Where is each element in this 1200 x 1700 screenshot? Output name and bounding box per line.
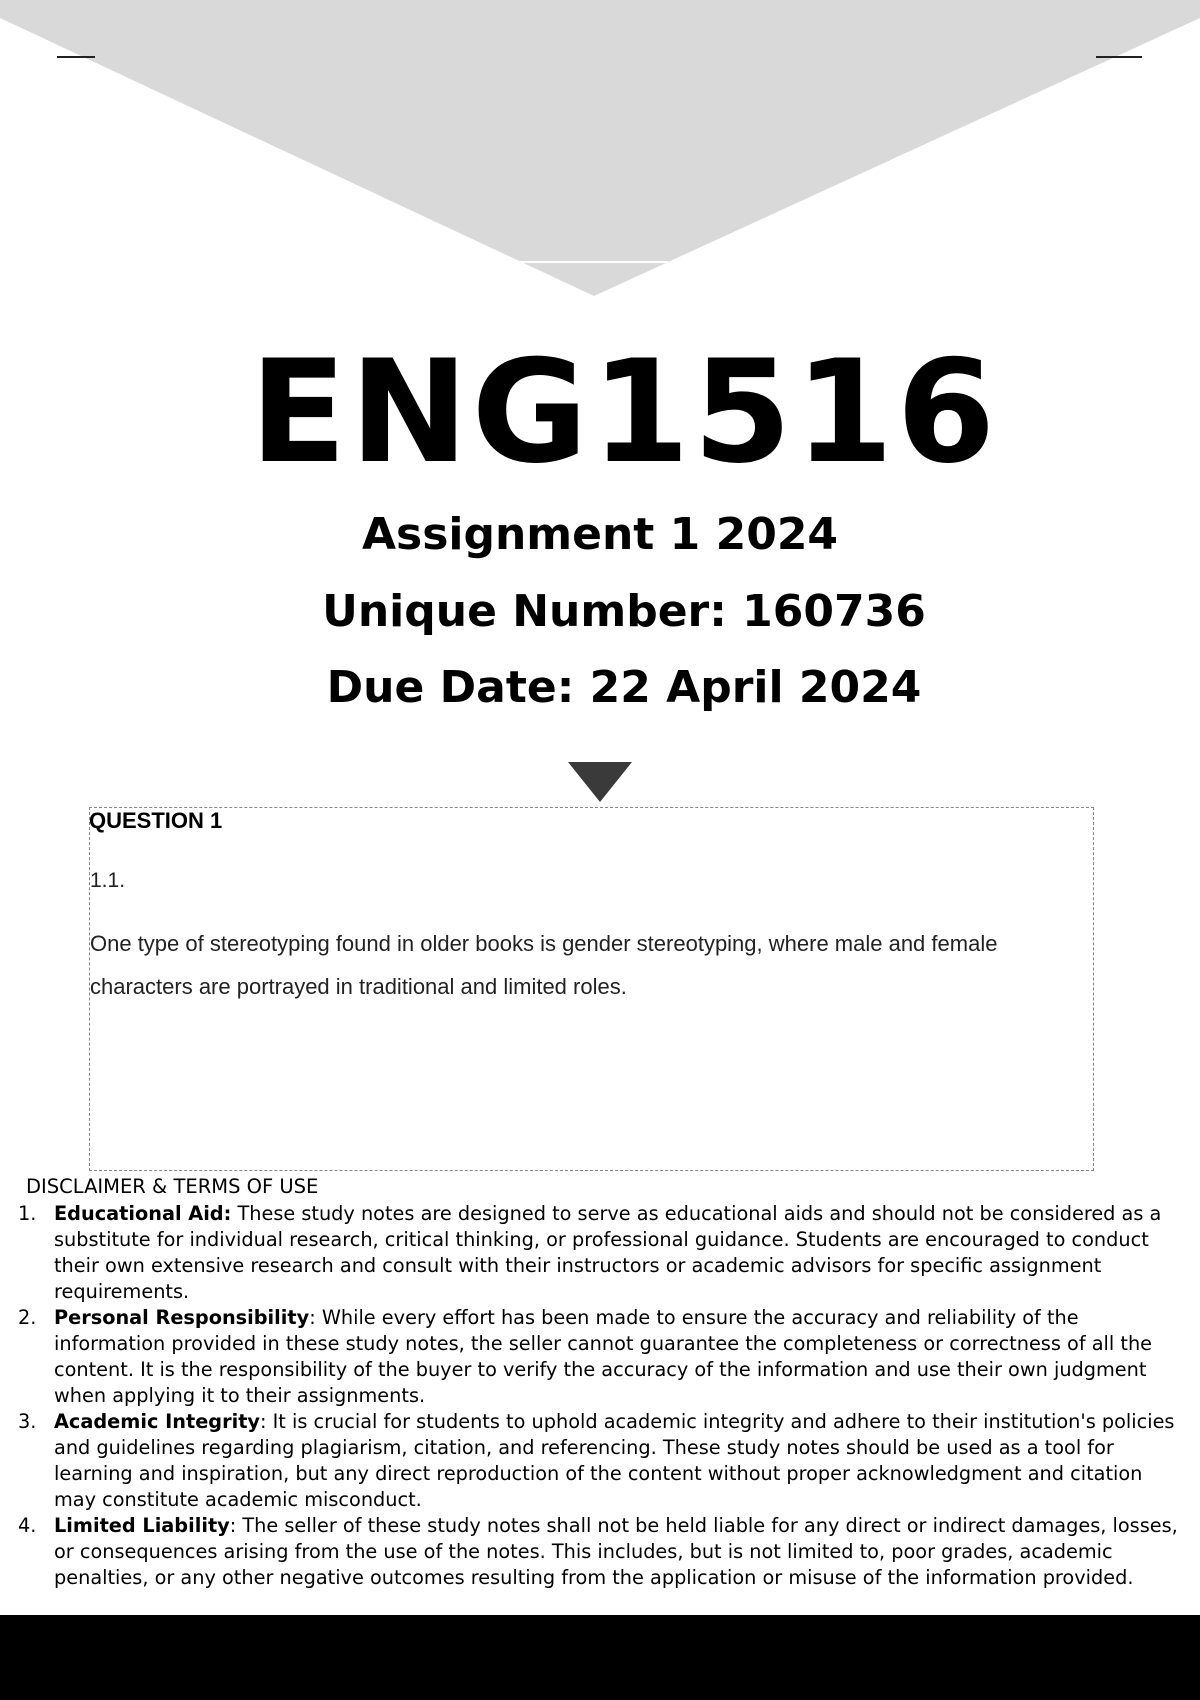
assignment-subtitle: Assignment 1 2024 [361,509,839,560]
question-heading: QUESTION 1 [89,808,223,833]
header-rule-left [57,56,95,58]
question-number: 1.1. [90,869,126,892]
disclaimer-item-text: : The seller of these study notes shall not be held liable for any direct or indirect damages, losses, or consequences arising from the use of the notes. This includes, but is not limited to, poor grades, academic penalties, or any other negative outcomes resulting from the application or misuse of the information provided. [54,1514,1178,1589]
disclaimer-item-number: 4. [18,1514,37,1537]
disclaimer-item-limited-liability [0,1513,1200,1591]
course-code-title: ENG1516 [249,330,999,495]
disclaimer-item-educational-aid [0,1201,1200,1305]
disclaimer-list [0,1201,1200,1591]
disclaimer-item-number: 2. [18,1306,37,1329]
disclaimer-item-text: These study notes are designed to serve as educational aids and should not be considered as a substitute for individual research, critical thinking, or professional guidance. Students are encouraged to conduct their own extensive research and consult with their instructors or academic advisors for specific assignment requirements. [54,1202,1162,1303]
question-answer-text: One type of stereotyping found in older books is gender stereotyping, where male and female characters are portrayed in traditional and limited roles. [90,931,998,999]
header-rule-right [1096,56,1142,58]
disclaimer-item-text: : It is crucial for students to uphold academic integrity and adhere to their institution's policies and guidelines regarding plagiarism, citation, and referencing. These study notes should be used as a tool for learning and inspiration, but any direct reproduction of the content without proper acknowledgment and citation may constitute academic misconduct. [54,1410,1175,1511]
cover-chevron-shape [0,0,1200,300]
disclaimer-item-text: : While every effort has been made to ensure the accuracy and reliability of the information provided in these study notes, the seller cannot guarantee the completeness or correctness of all the content. It is the responsibility of the buyer to verify the accuracy of the information and use their own judgment when applying it to their assignments. [54,1306,1153,1407]
bottom-black-bar [0,1615,1200,1700]
disclaimer-item-academic-integrity [0,1409,1200,1513]
disclaimer-heading: DISCLAIMER & TERMS OF USE [26,1175,319,1198]
unique-number: Unique Number: 160736 [322,586,926,637]
disclaimer-item-term: Personal Responsibility [54,1306,310,1329]
disclaimer-item-term: Limited Liability [54,1514,230,1537]
disclaimer-item-personal-responsibility [0,1305,1200,1409]
due-date: Due Date: 22 April 2024 [326,662,922,713]
disclaimer-item-term: Educational Aid: [54,1202,232,1225]
disclaimer-item-number: 1. [18,1202,37,1225]
disclaimer-item-term: Academic Integrity [54,1410,260,1433]
down-arrow-icon [568,762,632,802]
disclaimer-item-number: 3. [18,1410,37,1433]
